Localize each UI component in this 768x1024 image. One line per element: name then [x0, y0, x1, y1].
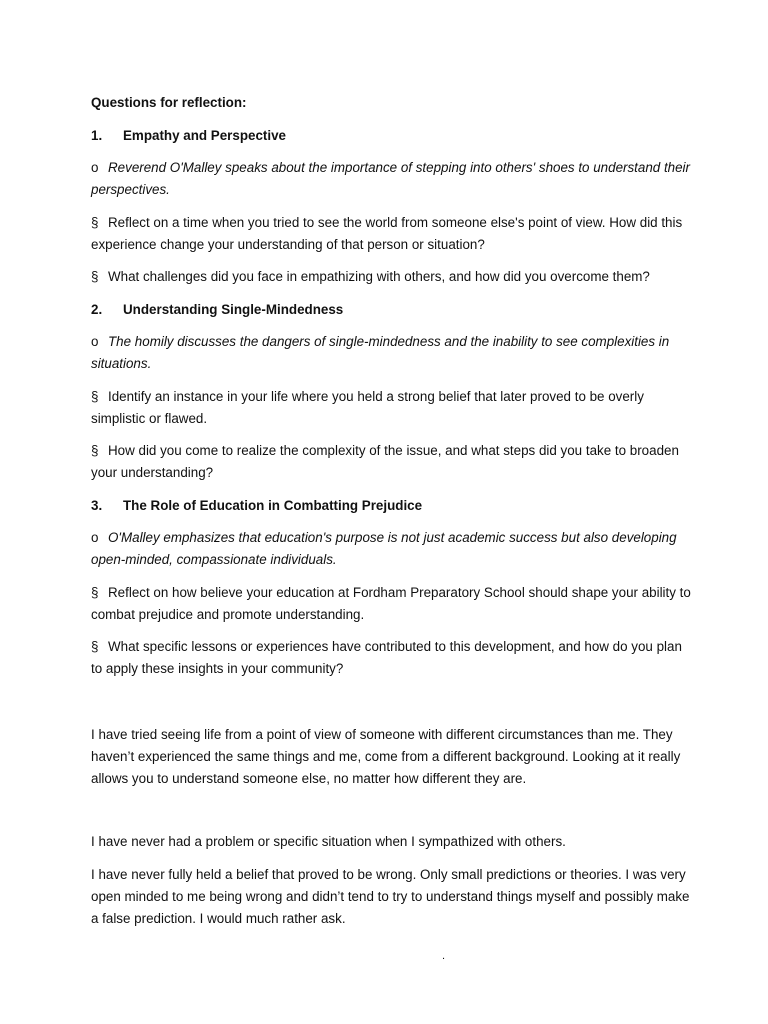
bullet-marker: §: [91, 639, 99, 654]
bullet-marker: §: [91, 443, 99, 458]
section-title-2: [91, 299, 691, 321]
question-text: Reflect on how believe your education at Fordham Preparatory School should shape your ability to combat prejudice and promote understanding.: [91, 584, 691, 622]
answer-paragraph-3: I have never fully held a belief that proved to be wrong. Only small predictions or theories. I was very open minded to me being wrong and didn’t tend to try to understand things myself and possibly make a false prediction. I would much rather ask.: [91, 866, 690, 926]
question-item: [91, 440, 691, 484]
answer-paragraph-1: I have tried seeing life from a point of view of someone with different circumstances than me. They haven’t experienced the same things and me, come from a different background. Looking at it really allows you to understand someone else, no matter how different they are.: [91, 726, 681, 786]
section-number: 3.: [91, 497, 103, 513]
question-text: Identify an instance in your life where you held a strong belief that later proved to be overly simplistic or flawed.: [91, 388, 644, 426]
section-title-1: [91, 125, 691, 147]
spacer: [91, 691, 691, 724]
document-body: [91, 92, 691, 940]
question-text: What specific lessons or experiences have contributed to this development, and how do you plan to apply these insights in your community?: [91, 639, 682, 676]
bullet-marker: §: [91, 584, 99, 600]
section-title-text: Understanding Single-Mindedness: [123, 301, 344, 317]
bullet-marker: o: [91, 334, 99, 349]
section-title-text: The Role of Education in Combatting Prejudice: [123, 497, 423, 513]
question-text: Reflect on a time when you tried to see the world from someone else's point of view. How did this experience change your understanding of that person or situation?: [91, 214, 683, 252]
section-title-3: [91, 495, 691, 517]
bullet-marker: §: [91, 214, 99, 230]
spacer: [91, 800, 691, 831]
section-intro: [91, 527, 691, 571]
section-intro-text: O'Malley emphasizes that education's purpose is not just academic success but also developing open-minded, compassionate individuals.: [91, 530, 677, 567]
section-intro-text: Reverend O'Malley speaks about the importance of stepping into others' shoes to understand their perspectives.: [91, 160, 690, 197]
section-number: 1.: [91, 127, 103, 143]
bullet-marker: §: [91, 388, 99, 404]
question-item: [91, 212, 691, 256]
question-text: What challenges did you face in empathizing with others, and how did you overcome them?: [108, 269, 650, 284]
footer-mark: .: [442, 950, 446, 962]
answer-paragraph-2: I have never had a problem or specific situation when I sympathized with others.: [91, 834, 566, 849]
section-number: 2.: [91, 301, 103, 317]
question-item: [91, 636, 691, 680]
section-title-text: Empathy and Perspective: [123, 127, 286, 143]
reflection-heading: Questions for reflection:: [91, 95, 247, 110]
question-item: [91, 266, 691, 288]
bullet-marker: o: [91, 160, 99, 175]
section-intro-text: The homily discusses the dangers of single-mindedness and the inability to see complexities in situations.: [91, 334, 670, 371]
question-item: [91, 386, 691, 430]
bullet-marker: o: [91, 530, 99, 545]
question-text: How did you come to realize the complexity of the issue, and what steps did you take to broaden your understanding?: [91, 443, 679, 480]
bullet-marker: §: [91, 269, 99, 284]
question-item: [91, 582, 691, 626]
section-intro: [91, 331, 691, 375]
section-intro: [91, 157, 691, 201]
